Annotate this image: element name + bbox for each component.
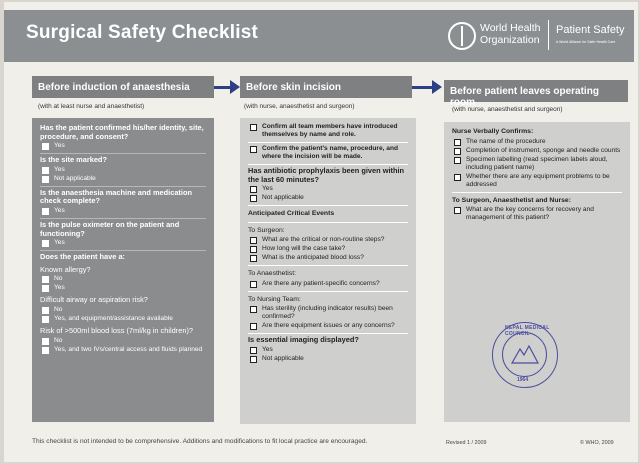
footer-note: This checklist is not intended to be comprehensive. Additions and modifications to fit local practice are encouraged. (32, 438, 368, 445)
divider (248, 164, 408, 165)
checkbox-option[interactable]: No (42, 306, 206, 314)
sub-question: Difficult airway or aspiration risk? (40, 295, 148, 305)
question: Is the anaesthesia machine and medication check complete? (40, 187, 192, 206)
divider (248, 142, 408, 143)
checkbox-icon[interactable] (42, 176, 49, 183)
checkbox-option[interactable]: Yes, and two IVs/central access and fluids planned (42, 346, 206, 354)
section-heading: To Surgeon, Anaesthetist and Nurse: (452, 196, 571, 204)
phase-subtitle-leaves-room: (with nurse, anaesthetist and surgeon) (452, 106, 563, 113)
arrow-line (412, 86, 434, 89)
sub-question: Known allergy? (40, 264, 91, 274)
program-title: Patient Safety (556, 24, 625, 36)
question: Is the pulse oximeter on the patient and functioning? (40, 219, 180, 238)
phase-subtitle-incision: (with nurse, anaesthetist and surgeon) (244, 103, 355, 110)
question: Does the patient have a: (40, 252, 126, 262)
checkbox-option[interactable]: Yes (42, 239, 206, 247)
phase-header-incision: Before skin incision (240, 76, 412, 98)
checkbox-icon[interactable] (250, 306, 257, 313)
checkbox-option[interactable]: Not applicable (42, 175, 206, 183)
checkbox-option[interactable]: How long will the case take? (250, 245, 408, 253)
question: Is essential imaging displayed? (248, 335, 359, 345)
checkbox-icon[interactable] (42, 338, 49, 345)
page-title: Surgical Safety Checklist (26, 22, 259, 43)
checkbox-icon[interactable] (250, 186, 257, 193)
checkbox-option[interactable]: Yes (42, 284, 206, 292)
section-label: To Surgeon: (248, 226, 285, 234)
copyright-label: © WHO, 2009 (580, 440, 614, 446)
organization-name: World Health Organization (480, 22, 541, 46)
checkbox-option[interactable]: Yes (250, 346, 408, 354)
divider (248, 333, 408, 334)
checkbox-option[interactable]: Specimen labelling (read specimen labels aloud, including patient name) (454, 156, 622, 172)
checkbox-icon[interactable] (250, 347, 257, 354)
checkbox-icon[interactable] (454, 139, 461, 146)
checkbox-option[interactable]: Completion of instrument, sponge and needle counts (454, 147, 622, 155)
checkbox-option[interactable]: Are there equipment issues or any concerns? (250, 322, 408, 330)
mountain-emblem-icon (510, 343, 540, 365)
checkbox-option[interactable]: What are the key concerns for recovery and management of this patient? (454, 206, 622, 222)
question: Has the patient confirmed his/her identity, site, procedure, and consent? (40, 123, 204, 141)
checkbox-icon[interactable] (42, 208, 49, 215)
divider (40, 218, 206, 219)
induction-panel (32, 118, 214, 422)
checkbox-icon[interactable] (250, 281, 257, 288)
question: Is the site marked? (40, 155, 107, 165)
incision-panel (240, 118, 416, 424)
checkbox-option[interactable]: Whether there are any equipment problems to be addressed (454, 173, 622, 189)
checkbox-option[interactable]: The name of the procedure (454, 138, 622, 146)
checkbox-option[interactable]: Yes, and equipment/assistance available (42, 315, 206, 323)
checkbox-icon[interactable] (42, 240, 49, 247)
divider (40, 250, 206, 251)
checkbox-icon[interactable] (42, 167, 49, 174)
arrow-right-icon (432, 80, 442, 94)
checkbox-option[interactable]: What is the anticipated blood loss? (250, 254, 408, 262)
checkbox-option[interactable]: Has sterility (including indicator results) been confirmed? (250, 305, 408, 321)
checkbox-icon[interactable] (250, 237, 257, 244)
divider (452, 192, 622, 193)
arrow-right-icon (230, 80, 240, 94)
checkbox-option[interactable]: Are there any patient-specific concerns? (250, 280, 408, 288)
question: Has antibiotic prophylaxis been given within the last 60 minutes? (248, 166, 405, 184)
checkbox-option[interactable]: Not applicable (250, 355, 408, 363)
divider (248, 205, 408, 206)
section-heading: Nurse Verbally Confirms: (452, 128, 534, 135)
checkbox-icon[interactable] (250, 356, 257, 363)
checkbox-icon[interactable] (454, 207, 461, 214)
checkbox-icon[interactable] (250, 323, 257, 330)
checkbox-icon[interactable] (42, 347, 49, 354)
checkbox-icon[interactable] (250, 146, 257, 153)
checkbox-icon[interactable] (454, 148, 461, 155)
checkbox-icon[interactable] (454, 157, 461, 164)
sub-question: Risk of >500ml blood loss (7ml/kg in children)? (40, 325, 194, 335)
checkbox-icon[interactable] (250, 195, 257, 202)
checkbox-icon[interactable] (250, 246, 257, 253)
checkbox-icon[interactable] (42, 307, 49, 314)
divider (40, 186, 206, 187)
section-label: To Anaesthetist: (248, 270, 296, 278)
checkbox-option[interactable]: Confirm all team members have introduced themselves by name and role. (250, 123, 408, 139)
checkbox-option[interactable]: No (42, 337, 206, 345)
checkbox-icon[interactable] (454, 174, 461, 181)
divider (248, 222, 408, 223)
checkbox-option[interactable]: Yes (250, 185, 408, 193)
divider (40, 153, 206, 154)
who-emblem-icon (448, 22, 476, 50)
checkbox-icon[interactable] (42, 143, 49, 150)
divider (248, 265, 408, 266)
section-label: To Nursing Team: (248, 295, 301, 303)
divider (248, 291, 408, 292)
council-seal-stamp: NEPAL MEDICAL COUNCIL 1964 (492, 322, 558, 388)
phase-subtitle-induction: (with at least nurse and anaesthetist) (38, 103, 145, 110)
checkbox-option[interactable]: No (42, 275, 206, 283)
revision-label: Revised 1 / 2009 (446, 440, 487, 446)
program-subtitle: A World Alliance for Safer Health Care (556, 40, 616, 44)
checkbox-icon[interactable] (42, 276, 49, 283)
checkbox-option[interactable]: Not applicable (250, 194, 408, 202)
checkbox-icon[interactable] (42, 285, 49, 292)
header-divider (548, 20, 549, 50)
checkbox-icon[interactable] (250, 255, 257, 262)
checkbox-icon[interactable] (250, 124, 257, 131)
checkbox-icon[interactable] (42, 316, 49, 323)
phase-header-leaves-room: Before patient leaves operating room (444, 80, 628, 102)
checkbox-option[interactable]: Yes (42, 207, 206, 215)
section-heading: Anticipated Critical Events (248, 210, 335, 218)
checkbox-option[interactable]: Confirm the patient's name, procedure, and where the incision will be made. (250, 145, 408, 161)
phase-header-induction: Before induction of anaesthesia (32, 76, 214, 98)
checkbox-option[interactable]: What are the critical or non-routine steps? (250, 236, 408, 244)
checkbox-option[interactable]: Yes (42, 142, 206, 150)
checkbox-option[interactable]: Yes (42, 166, 206, 174)
